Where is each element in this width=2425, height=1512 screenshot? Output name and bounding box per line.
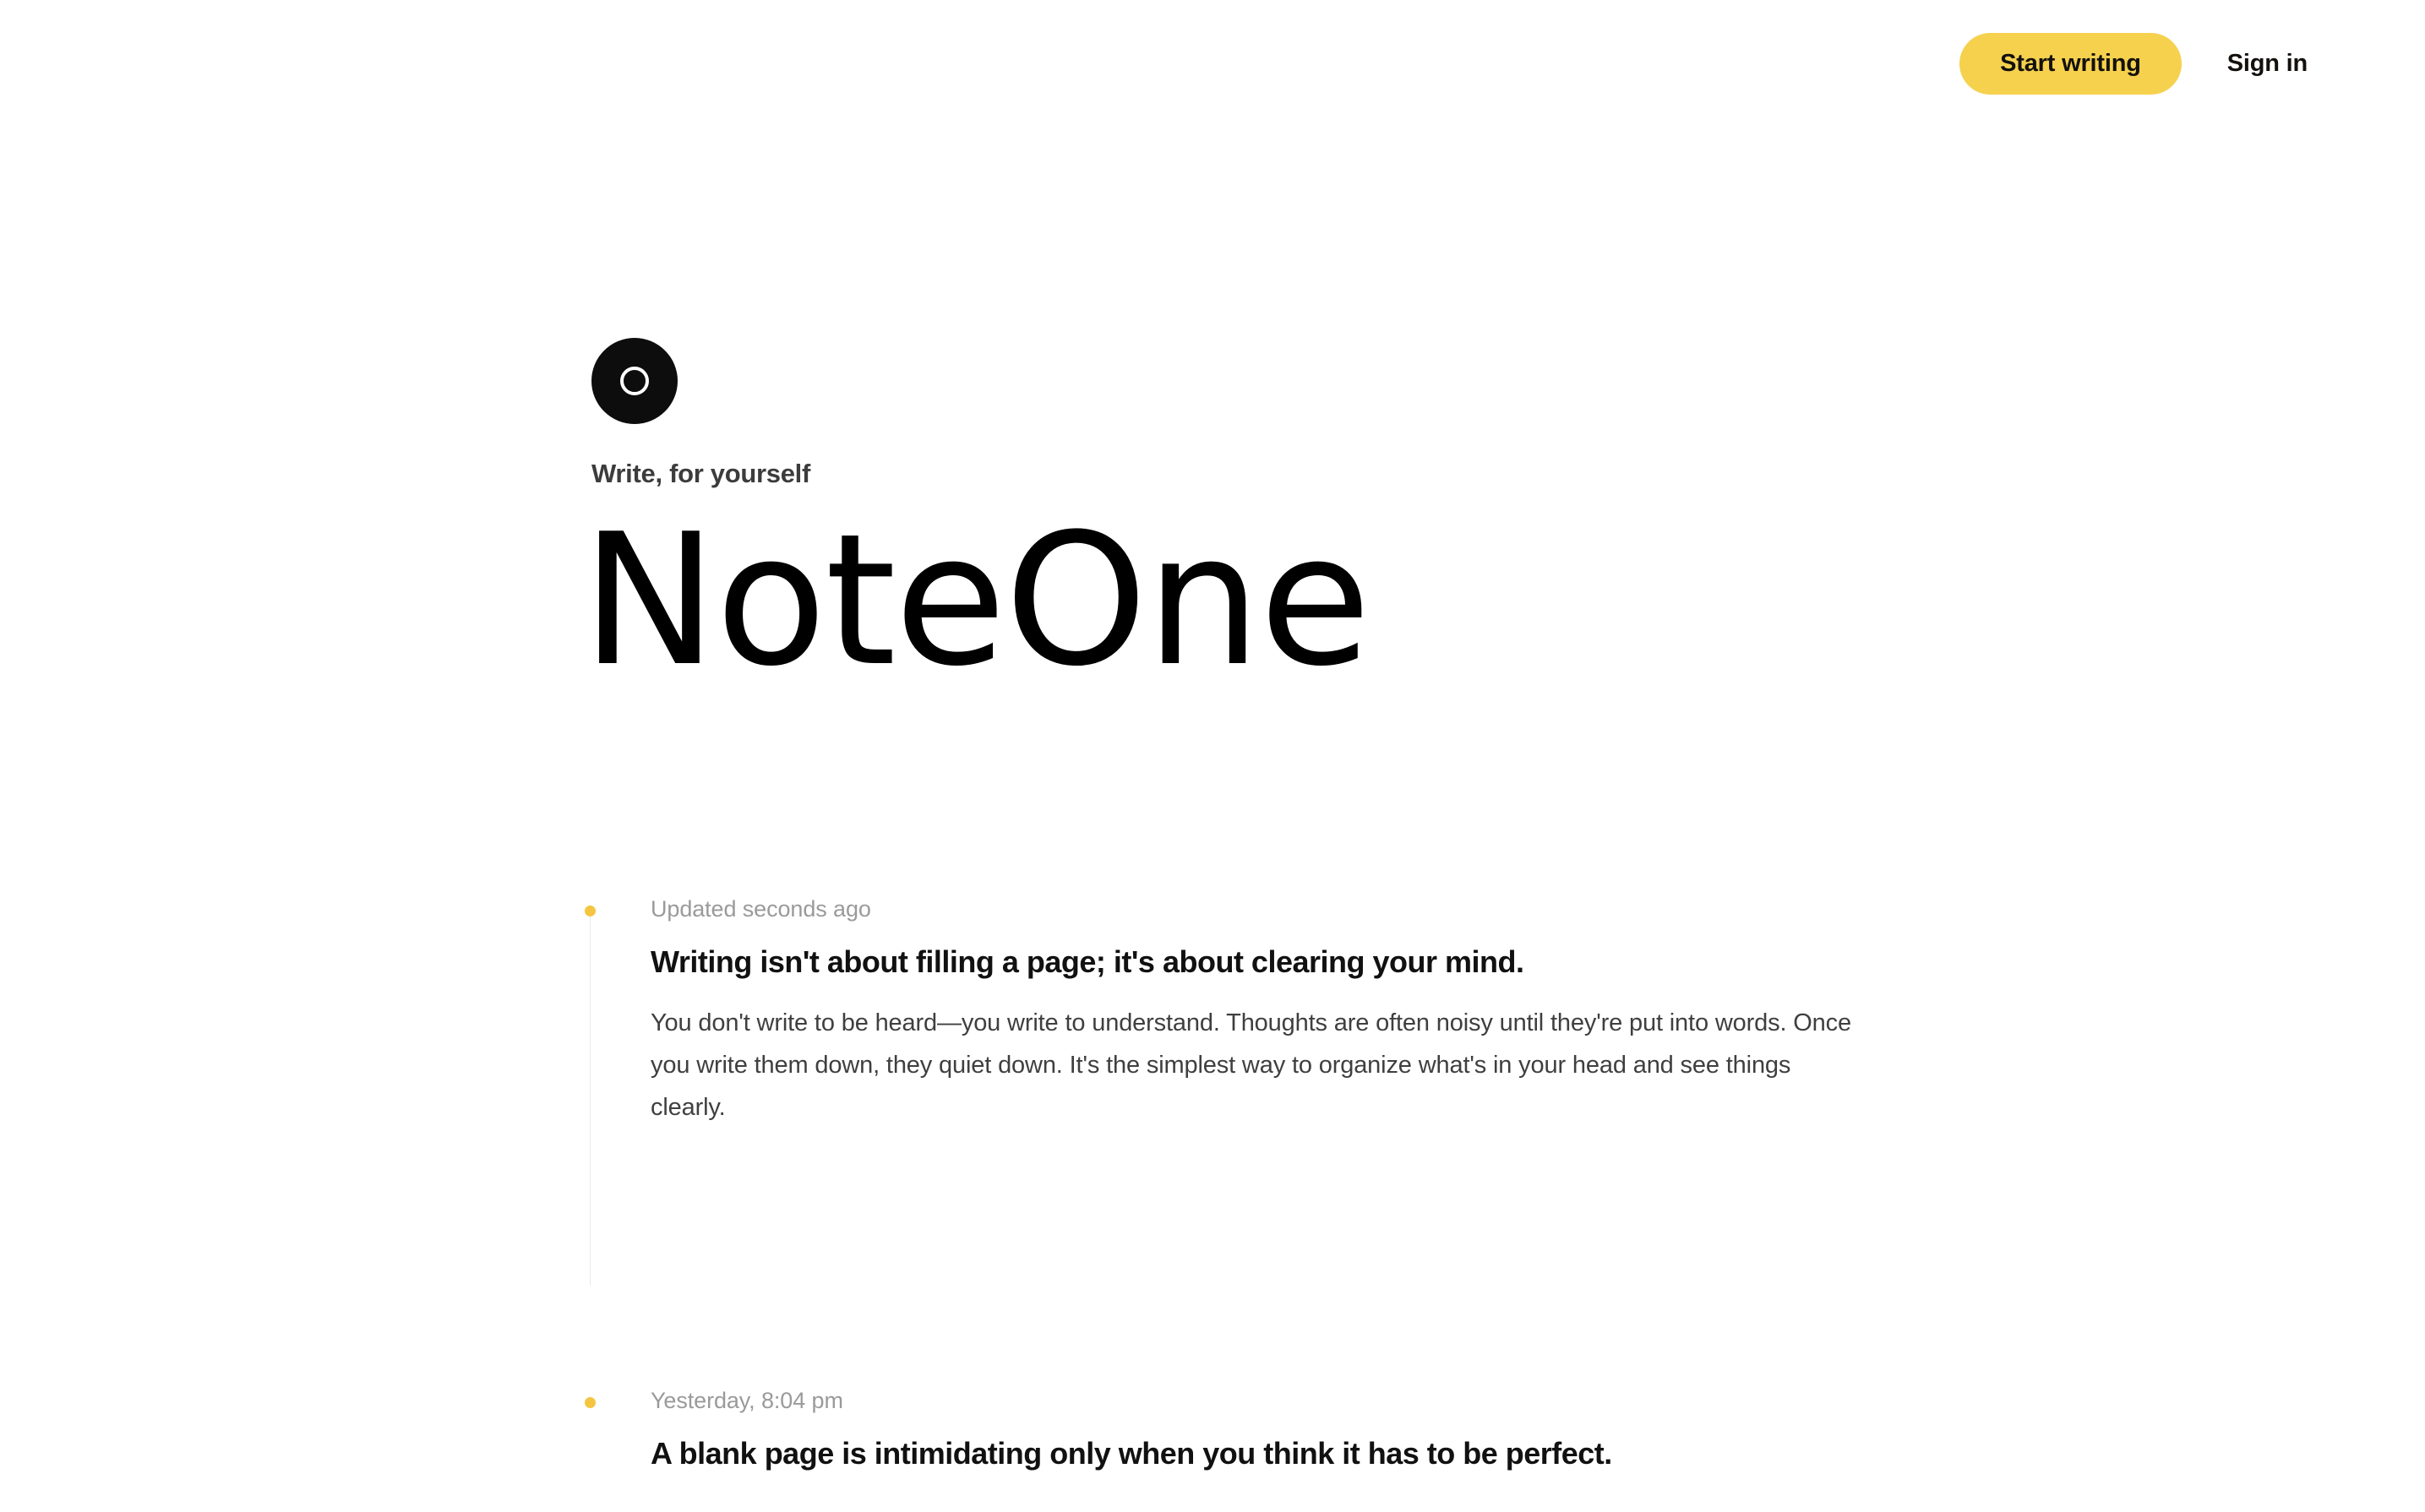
page-title: NoteOne	[581, 494, 1370, 706]
note-timestamp: Yesterday, 8:04 pm	[651, 1388, 843, 1414]
hero-tagline: Write, for yourself	[591, 459, 810, 488]
timeline-rail	[590, 914, 591, 1286]
list-item[interactable]	[590, 895, 1908, 1286]
start-writing-button[interactable]: Start writing	[1959, 33, 2182, 95]
notes-feed	[590, 895, 1908, 1474]
feed-gap	[590, 1286, 1908, 1387]
note-title: Writing isn't about filling a page; it's about clearing your mind.	[651, 944, 1524, 980]
timeline-dot-icon	[585, 1397, 596, 1408]
sign-in-button[interactable]: Sign in	[2215, 33, 2319, 95]
note-title: A blank page is intimidating only when you think it has to be perfect.	[651, 1436, 1612, 1471]
top-navigation-bar	[0, 0, 2425, 127]
note-body: You don't write to be heard—you write to understand. Thoughts are often noisy until they're put into words. Once you write them down, they quiet down. It's the simplest way to organize what's in your head and see things clearly.	[651, 1009, 1851, 1122]
timeline-dot-icon	[585, 906, 596, 916]
note-spacer	[651, 1129, 1908, 1286]
list-item[interactable]	[590, 1387, 1908, 1473]
circle-ring-icon	[591, 338, 678, 424]
hero-section	[581, 338, 1859, 706]
note-timestamp: Updated seconds ago	[651, 896, 871, 922]
logo-inner-ring	[620, 367, 649, 395]
